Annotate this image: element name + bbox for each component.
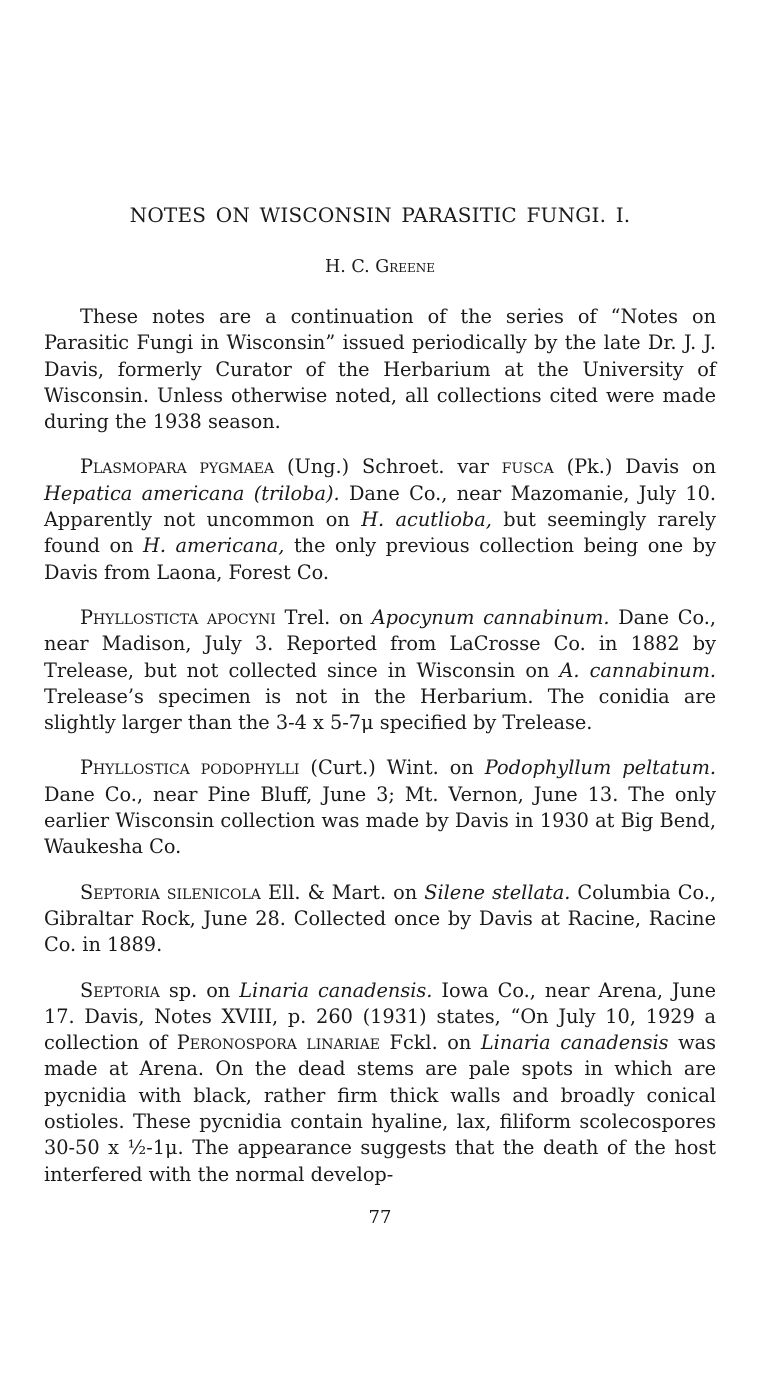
- host-name: A. cannabinum.: [559, 658, 716, 682]
- host-name: Hepatica americana (triloba).: [44, 481, 340, 505]
- entry-text: Columbia Co., Gibraltar Rock, June 28. Collected once by Davis at Racine, Racine Co. in 1889.: [44, 880, 716, 957]
- authority-text: (Pk.) Davis on: [553, 455, 716, 479]
- intro-paragraph: These notes are a continuation of the series of “Notes on Parasitic Fungi in Wisconsin” issued periodically by the late Dr. J. J. Davis, formerly Curator of the Herbarium at the University of Wisconsin. Unless otherwise noted, all collections cited were made during the 1938 season.: [44, 305, 716, 434]
- entry-phyllostica-podophylli: [44, 755, 716, 860]
- entry-septoria-silenicola: [44, 880, 716, 959]
- article-title: NOTES ON WISCONSIN PARASITIC FUNGI. I.: [129, 203, 631, 227]
- species-name: Phyllosticta apocyni: [80, 605, 276, 629]
- species-name: Septoria: [80, 978, 160, 1002]
- article-body: [44, 304, 716, 1207]
- entry-text: Trelease’s specimen is not in the Herbarium. The conidia are slightly larger than the 3-4 x 5-7μ specified by Trelease.: [44, 684, 716, 735]
- journal-page: [44, 0, 716, 1380]
- entry-plasmopara-pygmaea: [44, 454, 716, 585]
- species-name: Septoria silenicola: [80, 880, 261, 904]
- species-name: Plasmopara pygmaea: [80, 455, 275, 479]
- entry-text: Iowa Co., near Arena, June 17. Davis, Notes XVIII, p. 260 (1931) states, “On July 10, 1929 a collection of: [44, 978, 716, 1055]
- species-name: Peronospora linariae: [176, 1031, 380, 1055]
- entry-text: the only previous collection being one by Davis from Laona, Forest Co.: [44, 534, 716, 584]
- entry-text: Dane Co., near Mazomanie, July 10. Apparently not uncommon on: [44, 481, 717, 532]
- authority-text: (Ung.) Schroet. var: [274, 455, 502, 479]
- host-name: H. acutlioba,: [361, 508, 492, 532]
- host-name: Linaria canadensis: [480, 1031, 669, 1055]
- authority-text: sp. on: [159, 978, 240, 1002]
- entry-text: was made at Arena. On the dead stems are pale spots in which are pycnidia with black, rather firm thick walls and broadly conical ostioles. These pycnidia contain hyaline, lax, filiform scolecospores 30-50 x ½-1μ. The appearance suggests that the death of the host interfered with the normal develop-: [44, 1031, 717, 1186]
- host-name: H. americana,: [143, 534, 285, 558]
- page-number: 77: [368, 1207, 392, 1228]
- authority-text: Ell. & Mart. on: [260, 880, 425, 904]
- entry-septoria-sp: [44, 978, 716, 1188]
- entry-phyllosticta-apocyni: [44, 605, 716, 736]
- variety-name: fusca: [501, 455, 554, 479]
- host-name: Apocynum cannabinum.: [371, 605, 610, 629]
- authority-text: Trel. on: [275, 605, 372, 629]
- host-name: Linaria canadensis.: [239, 978, 433, 1002]
- entry-text: Dane Co., near Madison, July 3. Reported from LaCrosse Co. in 1882 by Trelease, but not collected since in Wisconsin on: [44, 605, 716, 682]
- article-author: H. C. Greene: [324, 257, 436, 277]
- host-name: Podophyllum peltatum.: [484, 756, 717, 780]
- authority-text: (Curt.) Wint. on: [299, 756, 485, 780]
- entry-text: Fckl. on: [380, 1031, 481, 1055]
- entry-text: Dane Co., near Pine Bluff, June 3; Mt. Vernon, June 13. The only earlier Wisconsin collection was made by Davis in 1930 at Big Bend, Waukesha Co.: [44, 782, 716, 859]
- host-name: Silene stellata.: [424, 880, 571, 904]
- species-name: Phyllostica podophylli: [80, 756, 300, 780]
- entry-text: but seemingly rarely found on: [44, 508, 716, 558]
